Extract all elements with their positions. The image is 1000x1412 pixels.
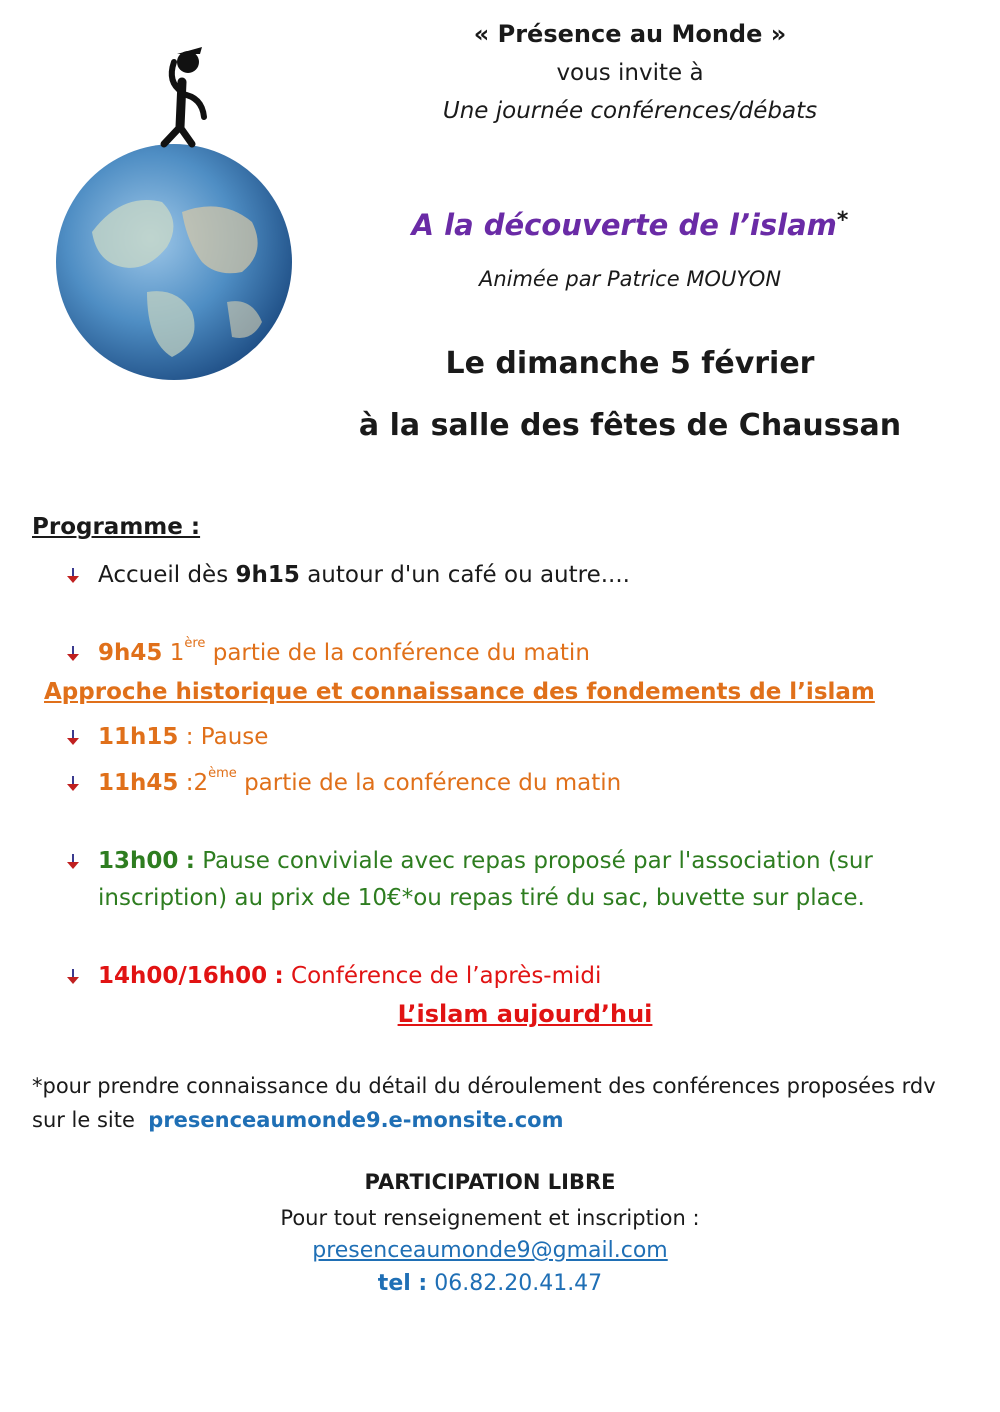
website-link[interactable]: presenceaumonde9.e-monsite.com	[148, 1108, 564, 1132]
part1-subtitle: Approche historique et connaissance des fondements de l’islam	[44, 679, 875, 705]
arrow-down-icon	[66, 969, 80, 985]
list-item-lunch	[66, 848, 873, 874]
footnote	[32, 1069, 972, 1137]
event-place: à la salle des fêtes de Chaussan	[358, 408, 902, 443]
arrow-down-icon	[66, 568, 80, 584]
email-address[interactable]: presenceaumonde9@gmail.com	[312, 1238, 668, 1263]
afternoon-colon: :	[274, 963, 284, 989]
part2-number: :2	[185, 770, 209, 796]
pause-text: : Pause	[185, 724, 269, 750]
afternoon-text: Conférence de l’après-midi	[291, 963, 602, 989]
event-type: Une journée conférences/débats	[442, 98, 818, 124]
lunch-colon: :	[185, 848, 195, 874]
part1-superscript: ère	[184, 636, 206, 651]
part1-number: 1	[169, 640, 185, 666]
list-item-accueil	[66, 562, 630, 588]
info-line: Pour tout renseignement et inscription :	[280, 1206, 700, 1230]
participation-line: PARTICIPATION LIBRE	[364, 1170, 616, 1194]
topic-title	[360, 208, 900, 242]
part1-text: partie de la conférence du matin	[212, 640, 590, 666]
footnote-line1: *pour prendre connaissance du détail du déroulement des conférences proposées rdv	[32, 1074, 936, 1098]
tel-label: tel :	[377, 1271, 428, 1296]
accueil-text-post: autour d'un café ou autre....	[307, 562, 630, 588]
organization-line: « Présence au Monde »	[473, 20, 787, 48]
pause-time: 11h15	[98, 724, 179, 750]
list-item-part1	[66, 636, 590, 666]
globe-logo	[52, 22, 302, 382]
programme-heading: Programme :	[32, 514, 201, 540]
topic-title-text: A la découverte de l’islam	[411, 208, 837, 242]
arrow-down-icon	[66, 646, 80, 662]
arrow-down-icon	[66, 776, 80, 792]
event-date: Le dimanche 5 février	[445, 346, 815, 381]
part2-time: 11h45	[98, 770, 179, 796]
footnote-line2	[32, 1103, 972, 1137]
footnote-line2-pre: sur le site	[32, 1108, 135, 1132]
lunch-line2: inscription) au prix de 10€*ou repas tiré du sac, buvette sur place.	[98, 885, 865, 911]
accueil-text-pre: Accueil dès	[98, 562, 229, 588]
list-item-pause	[66, 724, 268, 750]
list-item-afternoon	[66, 963, 601, 989]
arrow-down-icon	[66, 730, 80, 746]
tel-number: 06.82.20.41.47	[434, 1271, 603, 1296]
accueil-time: 9h15	[235, 562, 300, 588]
afternoon-subtitle: L’islam aujourd’hui	[397, 1000, 653, 1028]
part1-time: 9h45	[98, 640, 163, 666]
lunch-time: 13h00	[98, 848, 179, 874]
lunch-line1: Pause conviviale avec repas proposé par l'association (sur	[202, 848, 873, 874]
animator-line: Animée par Patrice MOUYON	[478, 267, 782, 291]
arrow-down-icon	[66, 854, 80, 870]
part2-superscript: ème	[208, 766, 237, 781]
invitation-line: vous invite à	[556, 60, 704, 86]
email-link	[0, 1238, 980, 1263]
telephone-line	[0, 1271, 980, 1296]
list-item-part2	[66, 766, 622, 796]
topic-asterisk: *	[836, 208, 849, 233]
afternoon-time: 14h00/16h00	[98, 963, 268, 989]
part2-text: partie de la conférence du matin	[244, 770, 622, 796]
